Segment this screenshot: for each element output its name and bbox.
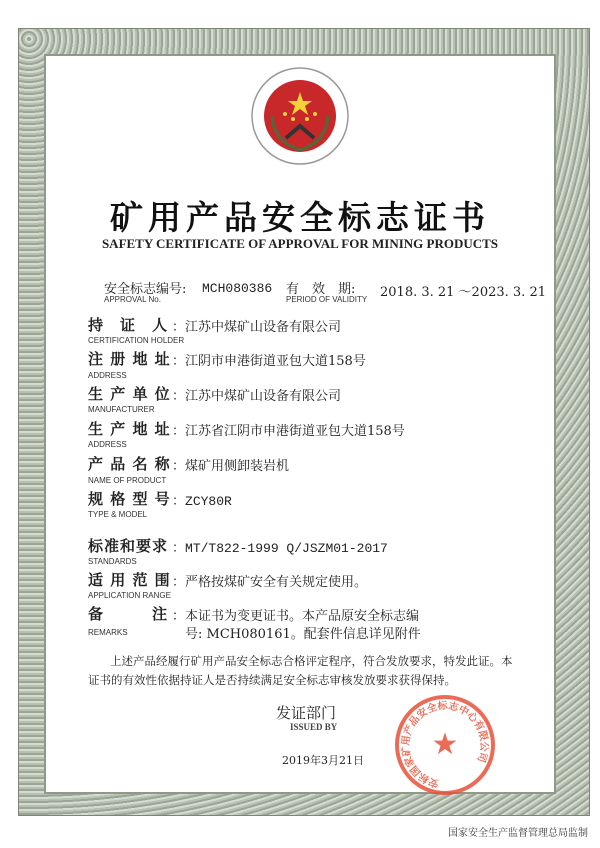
certificate-subtitle: SAFETY CERTIFICATE OF APPROVAL FOR MINING PRODUCTS: [101, 236, 499, 251]
seal-text: 安标国家矿用产品安全标志中心有限公司: [400, 700, 490, 789]
footer-supervisor: 国家安全生产监督管理总局监制: [448, 828, 588, 839]
approval-label-en: APPROVAL No.: [104, 295, 161, 304]
official-seal: [395, 695, 495, 795]
validity-period: 2018. 3. 21 ～2023. 3. 21: [380, 285, 546, 300]
field-label: 持 证 人: [88, 316, 169, 334]
field-value-standards: ：MT/T822-1999 Q/JSZM01-2017: [172, 541, 388, 556]
issued-by-label-en: ISSUED BY: [290, 722, 338, 732]
statement-line-2: 证书的有效性依据持证人是否持续满足安全标志审核发放要求获得保持。: [88, 673, 456, 687]
validity-label-en: PERIOD OF VALIDITY: [286, 295, 368, 304]
field-value-holder: ：江苏中煤矿山设备有限公司: [172, 320, 342, 335]
field-value-product-name: ：煤矿用侧卸装岩机: [172, 459, 290, 474]
field-label-en: ADDRESS: [88, 371, 127, 380]
star-icon: ★: [431, 727, 459, 762]
field-label: 规 格 型 号: [88, 490, 171, 508]
issue-date: 2019年3月21日: [282, 754, 364, 767]
approval-number: MCH080386: [202, 281, 273, 296]
field-label-en: REMARKS: [88, 628, 128, 637]
field-label-en: NAME OF PRODUCT: [88, 476, 167, 485]
field-label: 产 品 名 称: [88, 455, 171, 473]
field-label-en: TYPE & MODEL: [88, 510, 148, 519]
validity-label: 有 效 期:: [286, 282, 356, 297]
state-emblem: [250, 66, 350, 170]
approval-label: 安全标志编号:: [104, 282, 187, 297]
statement-line-1: 上述产品经履行矿用产品安全标志合格评定程序，符合发放要求，特发此证。本: [110, 654, 513, 668]
field-label: 生 产 地 址: [88, 420, 171, 438]
field-value-remarks: ：本证书为变更证书。本产品原安全标志编: [172, 609, 420, 624]
field-value-application-range: ：严格按煤矿安全有关规定使用。: [172, 575, 368, 590]
field-label: 适 用 范 围: [88, 571, 171, 589]
issued-by-label: 发证部门: [276, 704, 337, 722]
field-label-en: MANUFACTURER: [88, 405, 155, 414]
field-label: 生 产 单 位: [88, 385, 171, 403]
field-label-en: APPLICATION RANGE: [88, 591, 171, 600]
field-label: 标准和要求: [88, 537, 169, 555]
field-value-production-address: ：江苏省江阴市申港街道亚包大道158号: [172, 424, 405, 439]
certificate-title: 矿用产品安全标志证书: [110, 198, 490, 237]
field-value-manufacturer: ：江苏中煤矿山设备有限公司: [172, 389, 342, 404]
field-label-en: STANDARDS: [88, 557, 137, 566]
field-label: 备 注: [88, 605, 169, 623]
svg-text:安标国家矿用产品安全标志中心有限公司: [399, 699, 491, 791]
field-label: 注 册 地 址: [88, 350, 171, 368]
field-value-remarks-line2: 号: MCH080161。配套件信息详见附件: [185, 627, 421, 642]
field-label-en: CERTIFICATION HOLDER: [88, 336, 185, 345]
field-value-model: ：ZCY80R: [172, 494, 232, 509]
field-value-address: ：江阴市申港街道亚包大道158号: [172, 354, 366, 369]
field-label-en: ADDRESS: [88, 440, 127, 449]
